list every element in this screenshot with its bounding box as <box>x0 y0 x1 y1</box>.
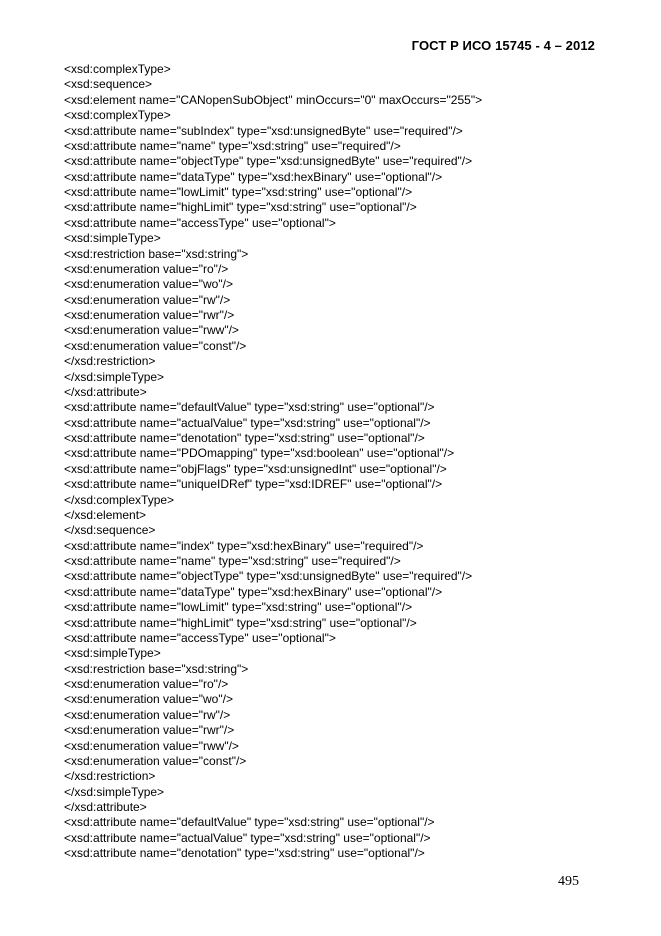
code-line: <xsd:attribute name="index" type="xsd:hexBinary" use="required"/> <box>64 538 424 553</box>
code-line: <xsd:enumeration value="rww"/> <box>64 323 239 338</box>
code-line: <xsd:attribute name="objectType" type="xsd:unsignedByte" use="required"/> <box>64 569 473 584</box>
code-line: <xsd:complexType> <box>64 62 171 76</box>
code-line: <xsd:attribute name="uniqueIDRef" type="xsd:IDREF" use="optional"/> <box>64 477 443 492</box>
code-line: <xsd:enumeration value="wo"/> <box>64 277 233 292</box>
code-line: </xsd:simpleType> <box>64 369 165 384</box>
code-line: <xsd:attribute name="accessType" use="optional"> <box>64 215 336 230</box>
code-line: <xsd:restriction base="xsd:string"> <box>64 246 249 261</box>
code-line: </xsd:restriction> <box>64 354 156 369</box>
code-line: </xsd:attribute> <box>64 384 147 399</box>
code-line: </xsd:element> <box>64 507 147 522</box>
code-line: <xsd:attribute name="lowLimit" type="xsd:string" use="optional"/> <box>64 185 413 199</box>
code-line: <xsd:attribute name="highLimit" type="xsd:string" use="optional"/> <box>64 200 417 215</box>
code-line: <xsd:complexType> <box>64 108 171 123</box>
code-line: <xsd:enumeration value="rwr"/> <box>64 723 235 738</box>
code-line: <xsd:attribute name="denotation" type="xsd:string" use="optional"/> <box>64 431 425 445</box>
code-line: <xsd:enumeration value="rw"/> <box>64 707 231 722</box>
code-line: <xsd:attribute name="dataType" type="xsd:hexBinary" use="optional"/> <box>64 169 443 184</box>
code-line: <xsd:attribute name="PDOmapping" type="xsd:boolean" use="optional"/> <box>64 446 455 461</box>
code-line: <xsd:simpleType> <box>64 231 161 246</box>
code-line: </xsd:sequence> <box>64 523 156 538</box>
code-line: </xsd:restriction> <box>64 769 156 784</box>
xsd-code-block <box>64 62 482 862</box>
code-line: <xsd:simpleType> <box>64 646 161 661</box>
code-line: <xsd:attribute name="objFlags" type="xsd:unsignedInt" use="optional"/> <box>64 461 447 476</box>
code-line: <xsd:enumeration value="rwr"/> <box>64 308 235 322</box>
code-line: <xsd:attribute name="actualValue" type="xsd:string" use="optional"/> <box>64 830 431 845</box>
code-line: <xsd:enumeration value="const"/> <box>64 338 247 353</box>
page-number: 495 <box>558 874 579 889</box>
code-line: <xsd:attribute name="dataType" type="xsd:hexBinary" use="optional"/> <box>64 584 443 599</box>
code-line: <xsd:enumeration value="const"/> <box>64 753 247 768</box>
code-line: <xsd:attribute name="name" type="xsd:string" use="required"/> <box>64 554 401 568</box>
code-line: <xsd:attribute name="accessType" use="optional"> <box>64 630 336 645</box>
page-header: ГОСТ Р ИСО 15745 - 4 – 2012 <box>411 38 595 53</box>
code-line: </xsd:complexType> <box>64 492 175 507</box>
code-line: <xsd:enumeration value="rw"/> <box>64 292 231 307</box>
code-line: <xsd:element name="CANopenSubObject" minOccurs="0" maxOccurs="255"> <box>64 92 483 107</box>
code-line: <xsd:sequence> <box>64 77 153 92</box>
code-line: <xsd:enumeration value="rww"/> <box>64 738 239 753</box>
code-line: <xsd:enumeration value="ro"/> <box>64 261 229 276</box>
code-line: <xsd:enumeration value="wo"/> <box>64 692 233 707</box>
code-line: <xsd:enumeration value="ro"/> <box>64 677 229 691</box>
code-line: <xsd:attribute name="name" type="xsd:string" use="required"/> <box>64 138 401 153</box>
code-line: <xsd:restriction base="xsd:string"> <box>64 661 249 676</box>
code-line: <xsd:attribute name="highLimit" type="xsd:string" use="optional"/> <box>64 615 417 630</box>
code-line: <xsd:attribute name="defaultValue" type="xsd:string" use="optional"/> <box>64 400 435 415</box>
code-line: <xsd:attribute name="denotation" type="xsd:string" use="optional"/> <box>64 846 425 861</box>
code-line: </xsd:attribute> <box>64 800 147 814</box>
code-line: <xsd:attribute name="objectType" type="xsd:unsignedByte" use="required"/> <box>64 154 473 169</box>
code-line: <xsd:attribute name="subIndex" type="xsd:unsignedByte" use="required"/> <box>64 123 463 138</box>
code-line: </xsd:simpleType> <box>64 784 165 799</box>
code-line: <xsd:attribute name="lowLimit" type="xsd:string" use="optional"/> <box>64 600 413 615</box>
code-line: <xsd:attribute name="actualValue" type="xsd:string" use="optional"/> <box>64 415 431 430</box>
code-line: <xsd:attribute name="defaultValue" type="xsd:string" use="optional"/> <box>64 815 435 830</box>
